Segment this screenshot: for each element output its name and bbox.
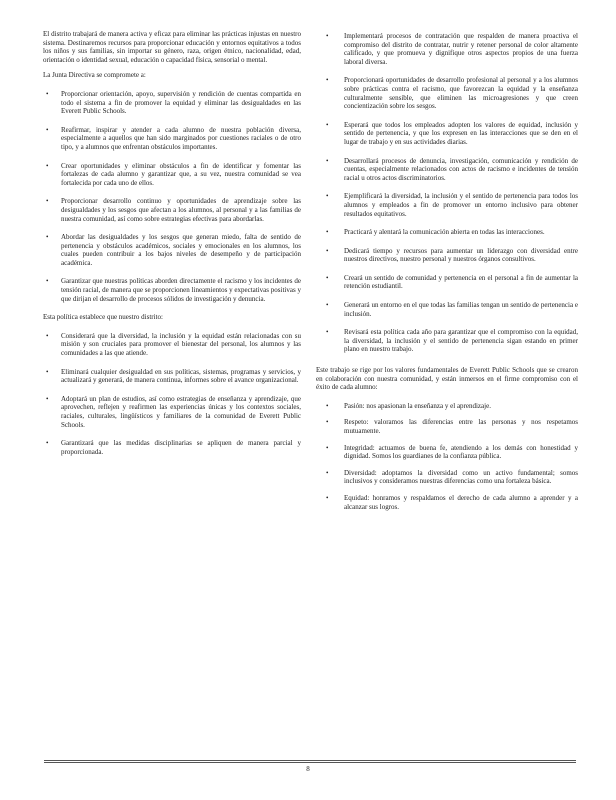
bullet-icon: • <box>326 246 329 255</box>
list-item: • Proporcionar desarrollo continuo y oportunidades de aprendizaje sobre las desigualdades y los sesgos que afectan a los alumnos, al personal y a las familias de nuestra comunidad, así como sobre estrategias efectivas para abordarlas. <box>46 197 301 223</box>
list-item: • Dedicará tiempo y recursos para aumentar un liderazgo con diversidad entre nuestros directivos, nuestro personal y nuestros órganos consultivos. <box>326 246 578 264</box>
bullet-icon: • <box>46 394 49 403</box>
list-item: • Eliminará cualquier desigualdad en sus políticas, sistemas, programas y servicios, y actualizará y generará, de manera continua, informes sobre el avance organizacional. <box>46 367 301 385</box>
bullet-icon: • <box>46 439 49 448</box>
list-item: • Reafirmar, inspirar y atender a cada alumno de nuestra población diversa, especialmente a aquellos que han sido marginados por cuestiones raciales o de otro tipo, y a alumnos que enfrentan obstáculos importantes. <box>46 125 301 151</box>
value-item: • Integridad: actuamos de buena fe, atendiendo a los demás con honestidad y dignidad. Somos los guardianes de la confianza pública. <box>326 443 578 461</box>
bullet-icon: • <box>326 120 329 129</box>
bullet-icon: • <box>326 301 329 310</box>
footer-divider-secondary <box>44 762 576 763</box>
list-item: • Adoptará un plan de estudios, así como estrategias de enseñanza y aprendizaje, que aprovechen, reflejen y reafirmen las experiencias únicas y los contextos sociales, raciales, culturales, lingüísticos y familiares de la comunidad de Everett Public Schools. <box>46 394 301 429</box>
value-item: • Pasión: nos apasionan la enseñanza y el aprendizaje. <box>326 401 491 410</box>
commit-lead: La Junta Directiva se compromete a: <box>43 71 146 80</box>
bullet-icon: • <box>326 418 329 427</box>
value-item: • Equidad: honramos y respaldamos el derecho de cada alumno a aprender y a alcanzar sus logros. <box>326 493 578 511</box>
list-item: • Esperará que todos los empleados adopten los valores de equidad, inclusión y sentido de pertenencia, y que los expresen en las interacciones que se den en el lugar de trabajo y en sus actividades diarias. <box>326 120 578 146</box>
bullet-icon: • <box>326 228 329 237</box>
footer-divider <box>44 760 576 761</box>
bullet-icon: • <box>46 161 49 170</box>
bullet-icon: • <box>326 468 329 477</box>
bullet-icon: • <box>46 277 49 286</box>
list-item: • Garantizar que nuestras políticas aborden directamente el racismo y los incidentes de tensión racial, de manera que se proporcionen lineamientos y expectativas positivas y que dirijan el desarrollo de procesos sólidos de investigación y denuncia. <box>46 277 301 303</box>
left-column <box>43 30 301 456</box>
list-item: • Abordar las desigualdades y los sesgos que generan miedo, falta de sentido de pertenencia y obstáculos académicos, sociales y emocionales en los alumnos, los cuales pueden contribuir a los bajos niveles de desempeño y de participación académica. <box>46 233 301 267</box>
bullet-icon: • <box>46 197 49 206</box>
list-item: • Creará un sentido de comunidad y pertenencia en el personal a fin de aumentar la retención estudiantil. <box>326 273 578 291</box>
bullet-icon: • <box>326 192 329 201</box>
bullet-icon: • <box>46 89 49 98</box>
value-item: • Respeto: valoramos las diferencias entre las personas y nos respetamos mutuamente. <box>326 418 578 435</box>
values-intro: Este trabajo se rige por los valores fundamentales de Everett Public Schools que se crearon en colaboración con nuestra comunidad, y están inmersos en el firme compromiso con el éxito de cada alumno: <box>316 366 578 392</box>
list-item: • Proporcionar orientación, apoyo, supervisión y rendición de cuentas compartida en todo el sistema a fin de promover la equidad y eliminar las desigualdades en las Everett Public Schools. <box>46 89 301 116</box>
list-item: • Considerará que la diversidad, la inclusión y la equidad están relacionadas con su misión y son cruciales para promover el bienestar del personal, los alumnos y las comunidades a las que atiende. <box>46 331 301 358</box>
bullet-icon: • <box>326 328 329 337</box>
bullet-icon: • <box>46 125 49 134</box>
bullet-icon: • <box>326 76 329 85</box>
list-item: • Ejemplificará la diversidad, la inclusión y el sentido de pertenencia para todos los alumnos y empleados a fin de promover un entorno inclusivo para obtener resultados equitativos. <box>326 192 578 218</box>
bullet-icon: • <box>46 331 49 340</box>
value-item: • Diversidad: adoptamos la diversidad como un activo fundamental; somos inclusivos y consideramos nuestras diferencias como una fortaleza básica. <box>326 468 578 486</box>
list-item: • Practicará y alentará la comunicación abierta en todas las interacciones. <box>326 228 545 237</box>
list-item: • Garantizará que las medidas disciplinarias se apliquen de manera parcial y proporcionada. <box>46 439 301 456</box>
right-column <box>316 32 578 511</box>
policy-lead: Esta política establece que nuestro distrito: <box>43 313 163 322</box>
list-item: • Crear oportunidades y eliminar obstáculos a fin de identificar y fomentar las fortalezas de cada alumno y garantizar que, a su vez, nuestra comunidad se vea fortalecida por cada uno de ellos. <box>46 161 301 187</box>
bullet-icon: • <box>46 367 49 376</box>
intro-paragraph: El distrito trabajará de manera activa y eficaz para eliminar las prácticas injustas en nuestro sistema. Destinaremos recursos para proporcionar educación y entornos equitativos a todos los niños y sus familias, sin importar su género, raza, origen étnico, nacionalidad, edad, orientación o identidad sexual, educación o capacidad física, sensorial o mental. <box>43 30 301 64</box>
bullet-icon: • <box>326 156 329 165</box>
list-item: • Implementará procesos de contratación que respalden de manera proactiva el compromiso del distrito de contratar, nutrir y retener personal de color altamente calificado, y que promueva y dignifique otros aspectos propios de una fuerza laboral diversa. <box>326 32 578 66</box>
list-item: • Revisará esta política cada año para garantizar que el compromiso con la equidad, la diversidad, la inclusión y el sentido de pertenencia sigan estando en primer plano en nuestro trabajo. <box>326 328 578 354</box>
list-item: • Proporcionará oportunidades de desarrollo profesional al personal y a los alumnos sobre prácticas contra el racismo, que favorezcan la equidad y la enseñanza culturalmente sensible, que eliminen las microagresiones y que creen concientización sobre los sesgos. <box>326 76 578 111</box>
bullet-icon: • <box>326 401 329 410</box>
list-item: • Desarrollará procesos de denuncia, investigación, comunicación y rendición de cuentas, especialmente relacionados con actos de racismo e incidentes de tensión racial u otros actos discriminatorios. <box>326 156 578 182</box>
bullet-icon: • <box>326 443 329 452</box>
list-item: • Generará un entorno en el que todas las familias tengan un sentido de pertenencia e inclusión. <box>326 301 578 318</box>
bullet-icon: • <box>46 233 49 242</box>
bullet-icon: • <box>326 273 329 282</box>
page-number: 8 <box>306 765 310 773</box>
bullet-icon: • <box>326 32 329 40</box>
bullet-icon: • <box>326 493 329 502</box>
